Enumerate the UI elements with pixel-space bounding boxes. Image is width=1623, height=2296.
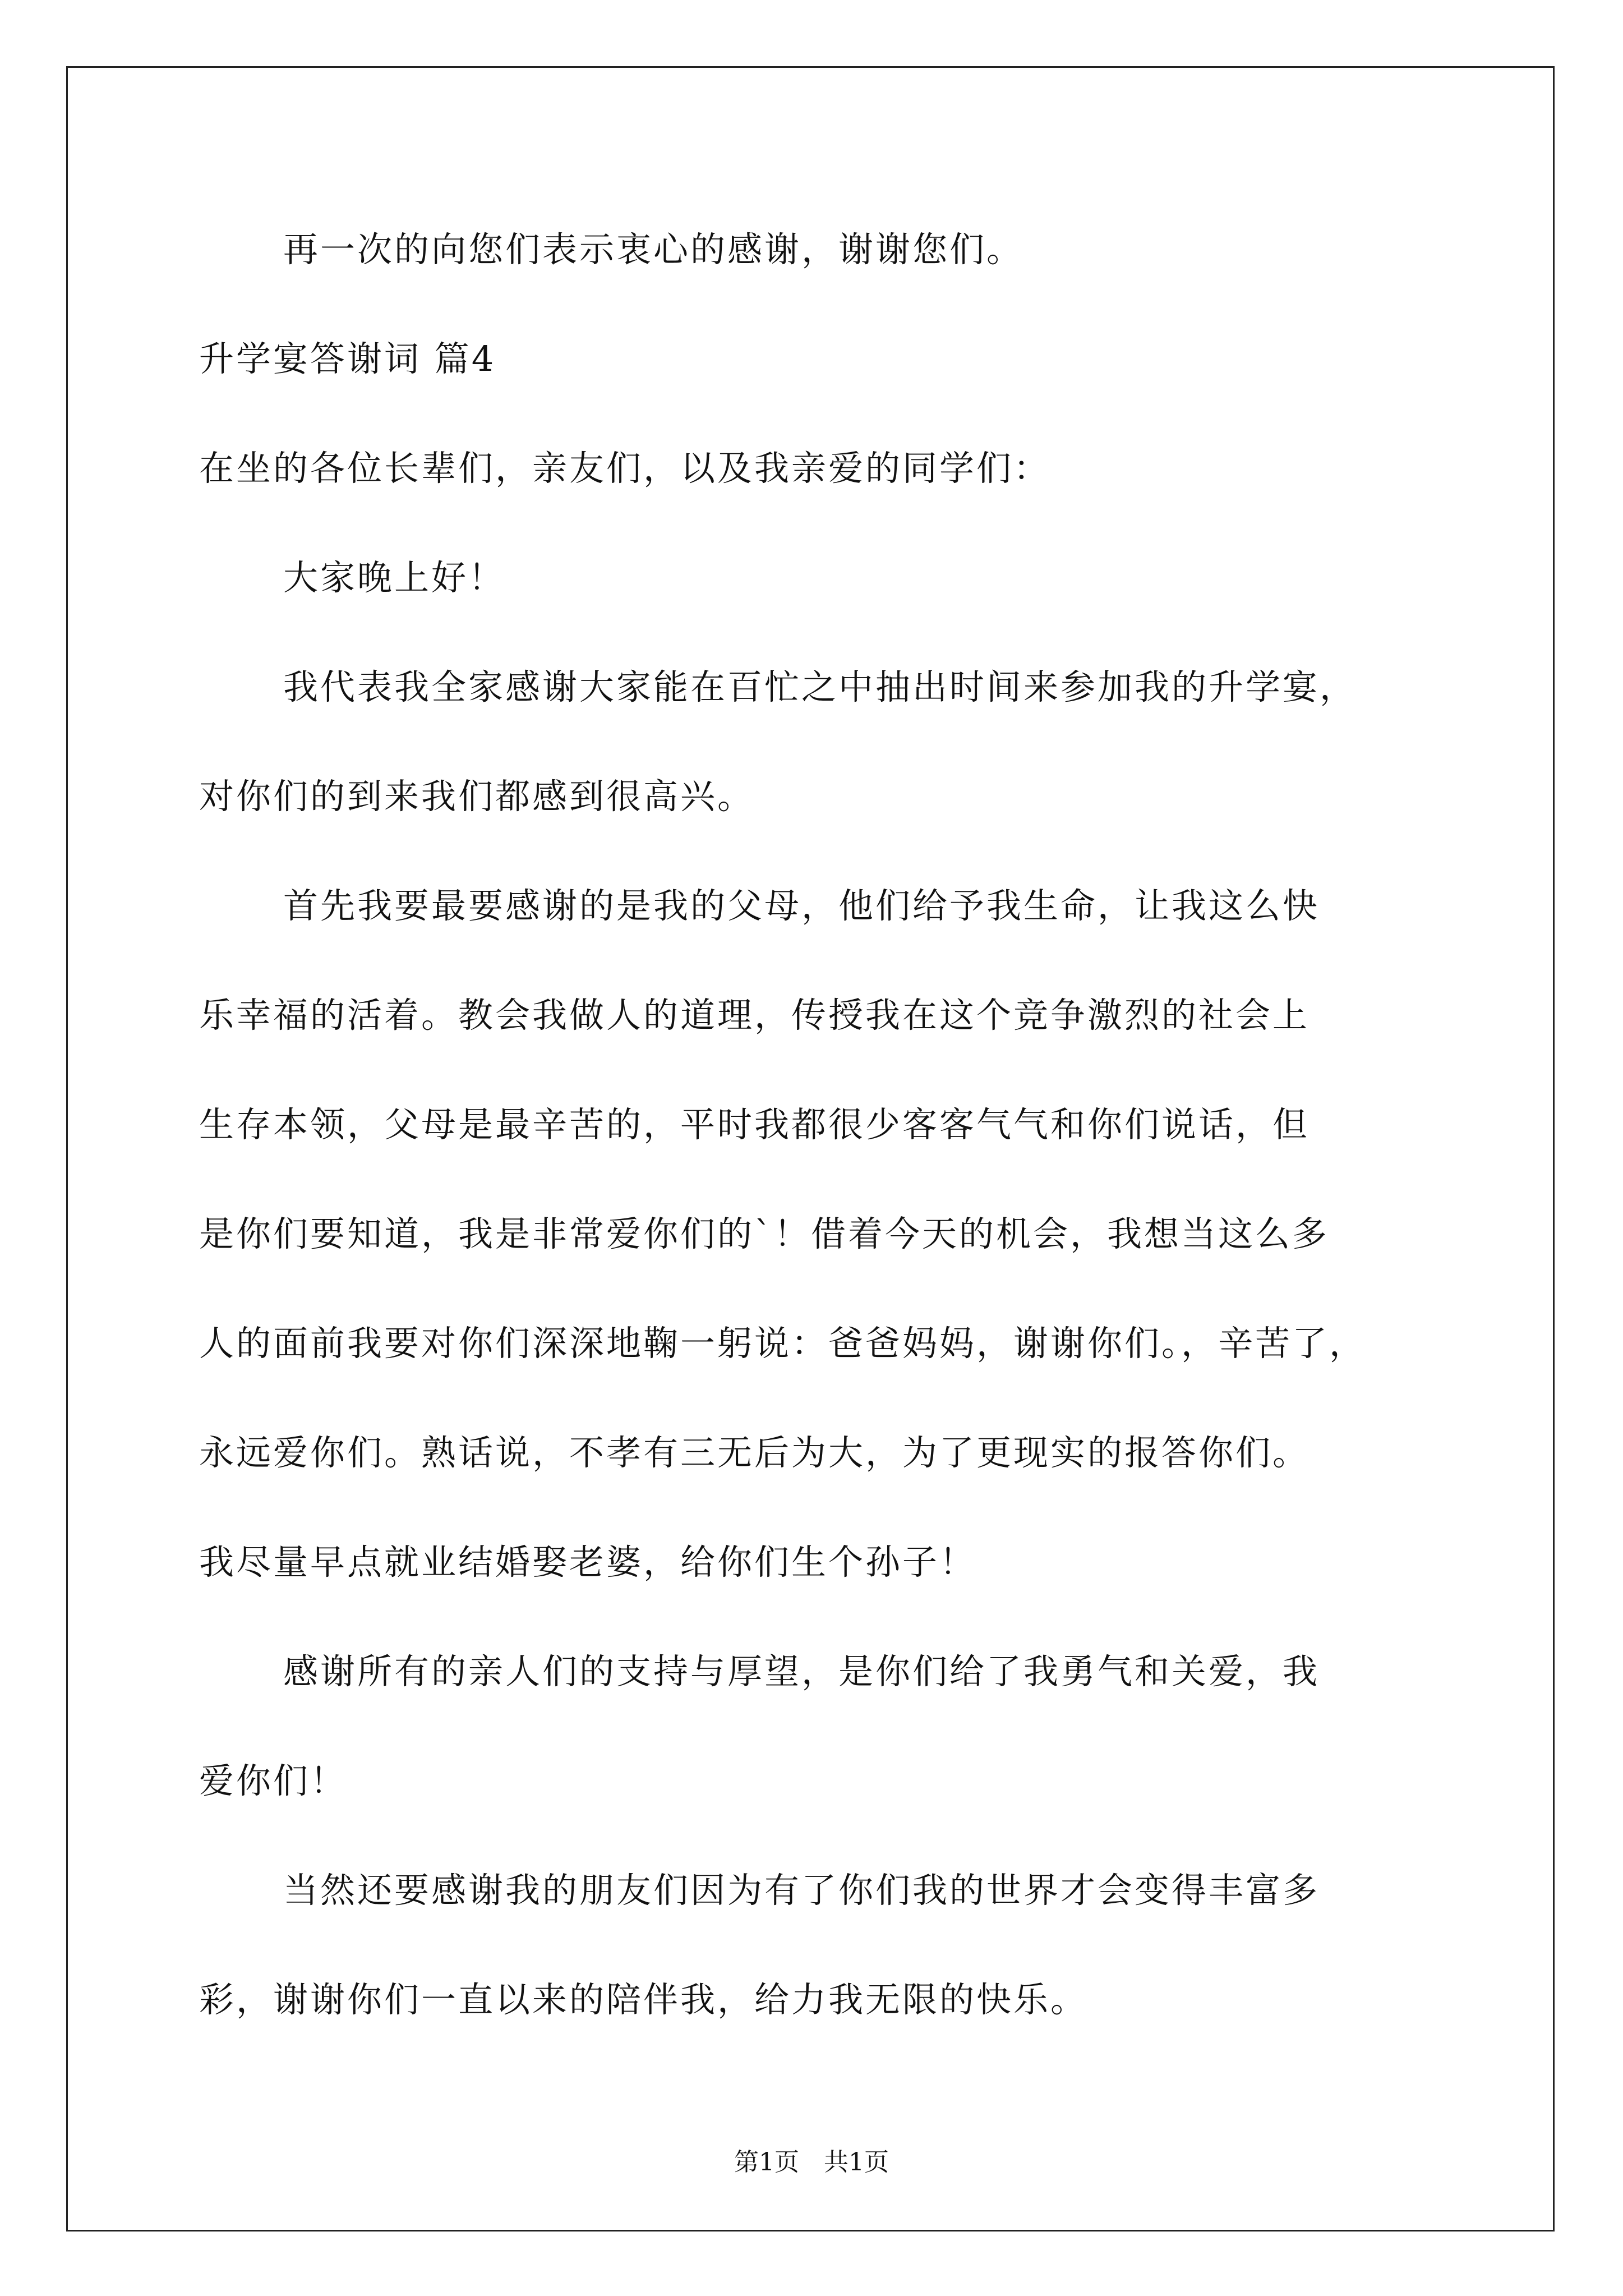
paragraph-line: 彩，谢谢你们一直以来的陪伴我，给力我无限的快乐。 — [199, 1979, 1088, 2020]
paragraph-line: 永远爱你们。熟话说，不孝有三无后为大，为了更现实的报答你们。 — [199, 1432, 1310, 1473]
paragraph-line: 再一次的向您们表示衷心的感谢，谢谢您们。 — [283, 229, 1024, 270]
page-number-footer: 第1页 共1页 — [734, 2148, 889, 2177]
paragraph-line: 首先我要最要感谢的是我的父母，他们给予我生命，让我这么快 — [283, 885, 1320, 926]
paragraph-line: 感谢所有的亲人们的支持与厚望，是你们给了我勇气和关爱，我 — [283, 1651, 1320, 1692]
section-heading: 升学宴答谢词 篇4 — [199, 338, 496, 379]
paragraph-line: 爱你们！ — [199, 1760, 348, 1801]
paragraph-line: 乐幸福的活着。教会我做人的道理，传授我在这个竞争激烈的社会上 — [199, 995, 1310, 1036]
paragraph-line: 我代表我全家感谢大家能在百忙之中抽出时间来参加我的升学宴， — [283, 666, 1357, 707]
paragraph-line: 当然还要感谢我的朋友们因为有了你们我的世界才会变得丰富多 — [283, 1870, 1320, 1911]
paragraph-line: 我尽量早点就业结婚娶老婆，给你们生个孙子！ — [199, 1542, 977, 1582]
paragraph-line: 人的面前我要对你们深深地鞠一躬说：爸爸妈妈，谢谢你们。，辛苦了， — [199, 1323, 1367, 1364]
paragraph-line: 生存本领，父母是最辛苦的，平时我都很少客客气气和你们说话，但 — [199, 1104, 1310, 1145]
greeting-line: 大家晚上好！ — [283, 557, 506, 598]
paragraph-line: 对你们的到来我们都感到很高兴。 — [199, 776, 755, 817]
paragraph-line: 是你们要知道，我是非常爱你们的`！借着今天的机会，我想当这么多 — [199, 1213, 1330, 1254]
salutation-line: 在坐的各位长辈们，亲友们，以及我亲爱的同学们： — [199, 448, 1051, 489]
